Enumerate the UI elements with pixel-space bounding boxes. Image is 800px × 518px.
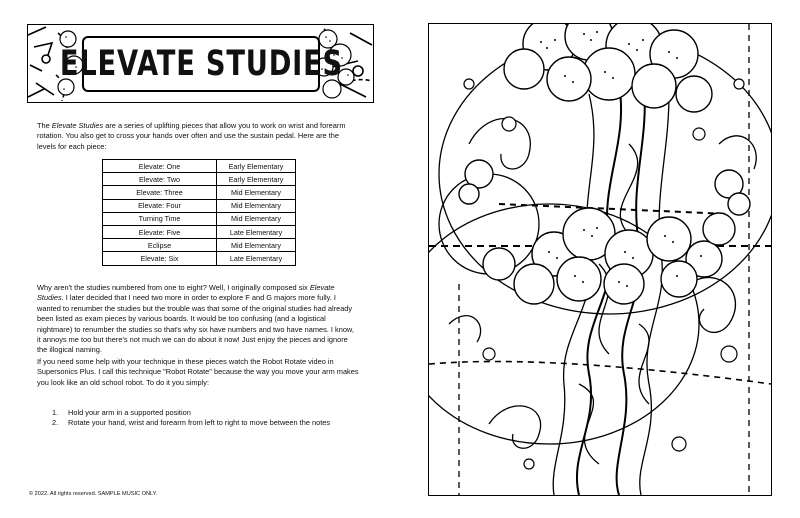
piece-name: Elevate: Four bbox=[103, 199, 217, 212]
coloring-illustration bbox=[428, 23, 772, 496]
piece-level: Late Elementary bbox=[217, 252, 296, 265]
piece-name: Elevate: Two bbox=[103, 173, 217, 186]
piece-level: Mid Elementary bbox=[217, 212, 296, 225]
page-title: ELEVATE STUDIES bbox=[59, 44, 343, 84]
list-item bbox=[37, 408, 359, 418]
piece-level: Late Elementary bbox=[217, 225, 296, 238]
step-number: 1. bbox=[52, 408, 59, 417]
list-item bbox=[37, 418, 359, 428]
numbering-paragraph bbox=[37, 283, 359, 356]
piece-name: Elevate: Six bbox=[103, 252, 217, 265]
steps-list bbox=[37, 408, 359, 428]
intro-series-title: Elevate Studies bbox=[51, 121, 104, 130]
numbering-text-1: Why aren't the studies numbered from one to eight? Well, I originally composed six bbox=[37, 283, 310, 292]
step-number: 2. bbox=[52, 418, 59, 428]
piece-level: Early Elementary bbox=[217, 173, 296, 186]
intro-text: are a series of uplifting pieces that allow you to work on wrist and forearm rotation. You also get to cross your hands over often and use the sustain pedal. Here are the levels for each piece: bbox=[37, 121, 346, 151]
table-row bbox=[103, 199, 296, 212]
numbering-text-2: . I later decided that I need two more in order to explore F and G majors more fully. I wanted to renumber the studies but the trouble was that some of the original studies had already been listed as exam pieces by various boards. It would be too confusing (and a logistical nightmare) to renumber the studies so that's why six have numbers and two have names. I know, it annoys me too but there's not much we can do about it now! Just enjoy the pieces and ignore the illogical naming. bbox=[37, 293, 354, 355]
title-banner bbox=[27, 24, 374, 103]
piece-name: Elevate: Three bbox=[103, 186, 217, 199]
piece-name: Elevate: Five bbox=[103, 225, 217, 238]
numbering-series-title: Elevate Studies bbox=[37, 283, 335, 303]
piece-level: Mid Elementary bbox=[217, 186, 296, 199]
table-row bbox=[103, 225, 296, 238]
piece-level: Mid Elementary bbox=[217, 239, 296, 252]
table-row bbox=[103, 212, 296, 225]
step-text: Hold your arm in a supported position bbox=[68, 408, 191, 417]
cloud-swirl-artwork bbox=[429, 24, 771, 495]
table-row bbox=[103, 239, 296, 252]
step-text: Rotate your hand, wrist and forearm from left to right to move between the notes bbox=[68, 418, 331, 428]
intro-prefix: The bbox=[37, 121, 52, 130]
table-row bbox=[103, 186, 296, 199]
table-row bbox=[103, 252, 296, 265]
piece-name: Eclipse bbox=[103, 239, 217, 252]
piece-level: Early Elementary bbox=[217, 160, 296, 173]
piece-name: Elevate: One bbox=[103, 160, 217, 173]
piece-level: Mid Elementary bbox=[217, 199, 296, 212]
table-row bbox=[103, 173, 296, 186]
intro-paragraph bbox=[37, 121, 357, 152]
technique-paragraph: If you need some help with your technique in these pieces watch the Robot Rotate video in Supersonics Plus. I call this technique "Robot Rotate" because the way you move your arm makes you look like an old school robot. To do it you simply: bbox=[37, 357, 359, 387]
title-box bbox=[59, 36, 343, 92]
levels-table bbox=[102, 159, 296, 266]
table-row bbox=[103, 160, 296, 173]
piece-name: Turning Time bbox=[103, 212, 217, 225]
copyright-footer: © 2022. All rights reserved. SAMPLE MUSIC ONLY. bbox=[29, 491, 158, 497]
